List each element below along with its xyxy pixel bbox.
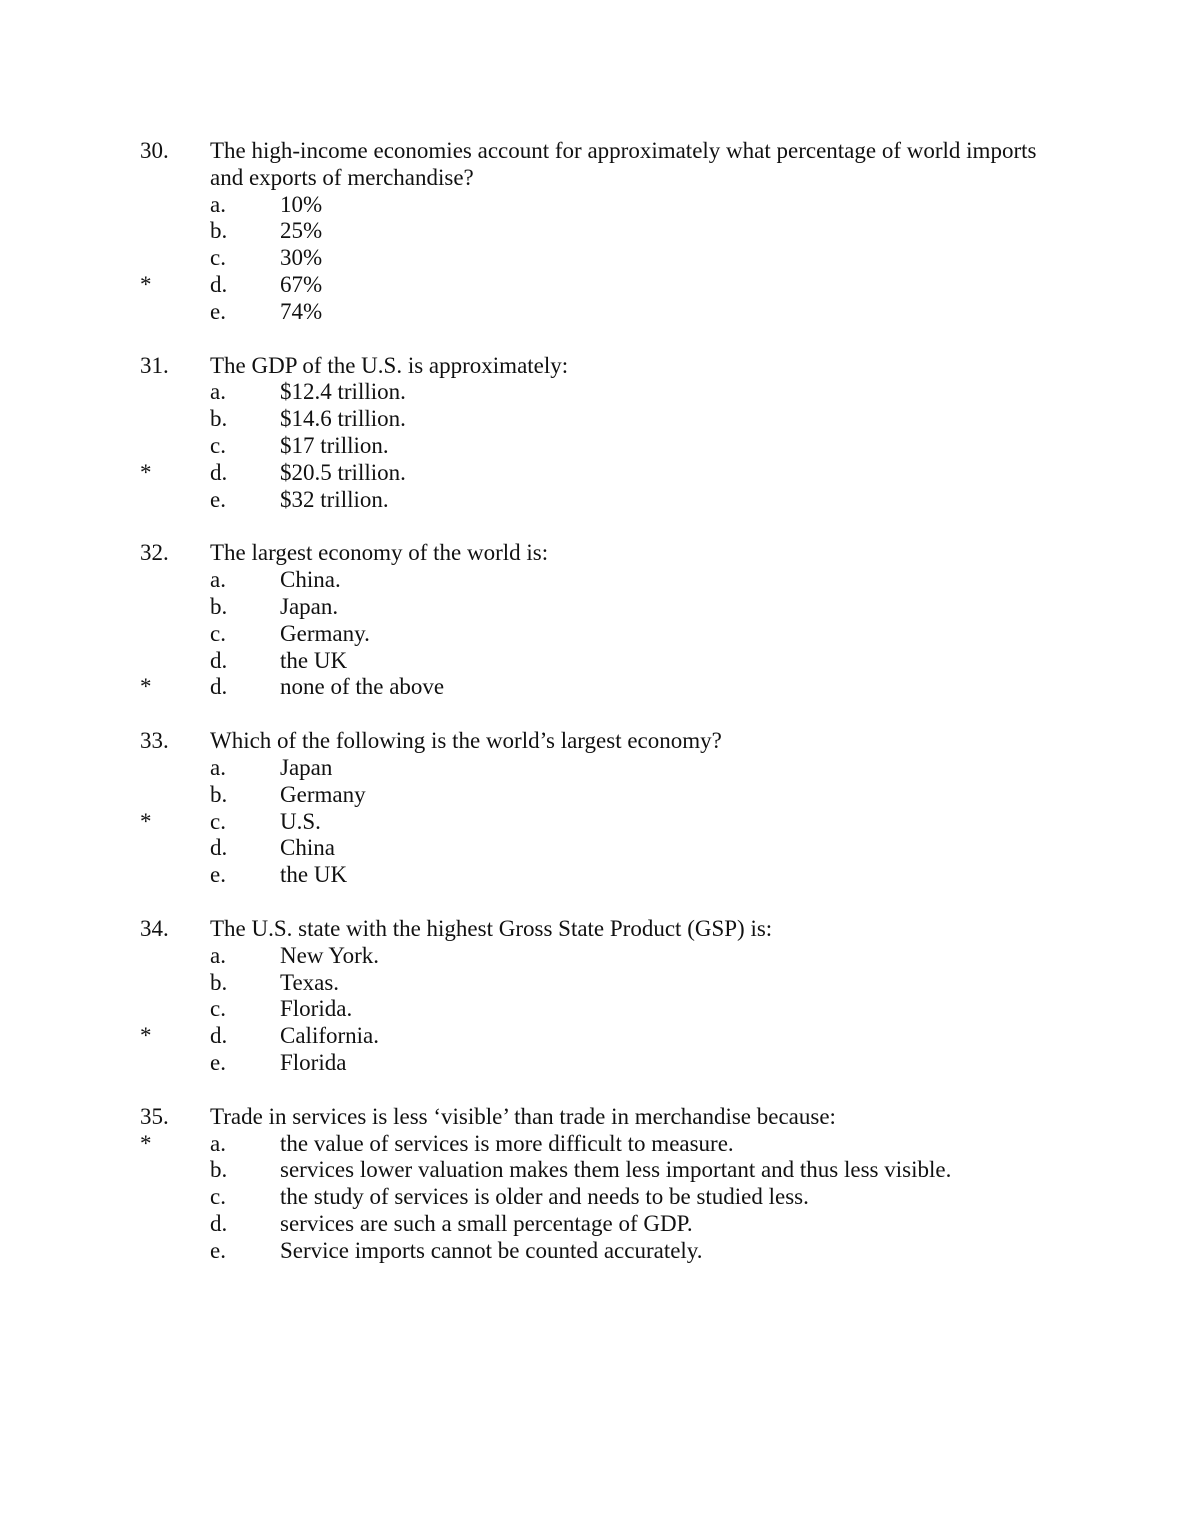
option-letter: c. [210, 620, 226, 646]
option-letter: c. [210, 245, 226, 271]
option-text: none of the above [280, 674, 445, 700]
option-letter: d. [210, 1023, 228, 1049]
option-text: California. [280, 1023, 379, 1049]
option-text: services are such a small percentage of GDP. [280, 1210, 693, 1236]
option-row [0, 809, 1190, 836]
option-row [0, 862, 1190, 889]
option-letter: d. [210, 835, 228, 861]
option-letter: b. [210, 218, 228, 244]
option-text: New York. [280, 942, 380, 968]
option-row [0, 192, 1190, 219]
option-text: U.S. [280, 808, 321, 834]
option-letter: e. [210, 862, 226, 888]
option-text: 10% [280, 191, 323, 217]
answer-marker: * [140, 1023, 152, 1049]
option-row [0, 1211, 1190, 1238]
question-page [0, 138, 1190, 1291]
option-letter: e. [210, 298, 226, 324]
answer-marker: * [140, 459, 152, 485]
question-number: 31. [140, 352, 169, 378]
option-text: $14.6 trillion. [280, 406, 406, 432]
option-letter: a. [210, 942, 226, 968]
question-number: 30. [140, 138, 169, 163]
question-header [0, 1104, 1190, 1131]
option-text: Florida. [280, 996, 353, 1022]
option-text: the UK [280, 647, 348, 673]
option-text: Japan [280, 754, 333, 780]
option-letter: a. [210, 1130, 226, 1156]
option-row [0, 272, 1190, 299]
option-letter: b. [210, 969, 228, 995]
option-letter: a. [210, 567, 226, 593]
option-row [0, 460, 1190, 487]
question-33 [0, 728, 1190, 889]
option-text: $17 trillion. [280, 432, 389, 458]
option-row [0, 755, 1190, 782]
option-text: 67% [280, 271, 323, 297]
option-letter: b. [210, 1157, 228, 1183]
option-row [0, 487, 1190, 514]
option-text: Texas. [280, 969, 340, 995]
option-text: the study of services is older and needs to be studied less. [280, 1184, 809, 1210]
option-letter: d. [210, 271, 228, 297]
option-row [0, 1131, 1190, 1158]
option-row [0, 594, 1190, 621]
option-text: the value of services is more difficult to measure. [280, 1130, 734, 1156]
question-number: 34. [140, 915, 169, 941]
question-number: 35. [140, 1103, 169, 1129]
option-text: $20.5 trillion. [280, 459, 406, 485]
option-row [0, 943, 1190, 970]
option-letter: a. [210, 191, 226, 217]
option-letter: c. [210, 1184, 226, 1210]
option-text: 74% [280, 298, 323, 324]
answer-marker: * [140, 674, 152, 700]
question-text: Which of the following is the world’s largest economy? [210, 728, 722, 754]
question-text: The U.S. state with the highest Gross State Product (GSP) is: [210, 915, 773, 941]
question-text: The GDP of the U.S. is approximately: [210, 352, 569, 378]
answer-marker: * [140, 271, 152, 297]
option-row [0, 218, 1190, 245]
option-row [0, 245, 1190, 272]
option-text: 25% [280, 218, 323, 244]
option-letter: b. [210, 593, 228, 619]
option-letter: d. [210, 1210, 228, 1236]
option-text: $12.4 trillion. [280, 379, 406, 405]
option-row [0, 1238, 1190, 1265]
option-text: China. [280, 567, 341, 593]
option-letter: c. [210, 996, 226, 1022]
option-row [0, 379, 1190, 406]
option-row [0, 674, 1190, 701]
option-letter: b. [210, 406, 228, 432]
option-letter: a. [210, 379, 226, 405]
question-number: 33. [140, 728, 169, 754]
option-letter: d. [210, 674, 228, 700]
option-letter: b. [210, 781, 228, 807]
question-header [0, 138, 1190, 192]
option-letter: e. [210, 1049, 226, 1075]
answer-marker: * [140, 1130, 152, 1156]
option-letter: d. [210, 647, 228, 673]
option-text: 30% [280, 245, 323, 271]
option-row [0, 1184, 1190, 1211]
option-row [0, 782, 1190, 809]
option-letter: c. [210, 808, 226, 834]
option-row [0, 648, 1190, 675]
option-letter: e. [210, 1237, 226, 1263]
question-35 [0, 1104, 1190, 1265]
option-letter: d. [210, 459, 228, 485]
question-text: Trade in services is less ‘visible’ than trade in merchandise because: [210, 1103, 836, 1129]
option-text: services lower valuation makes them less important and thus less visible. [280, 1157, 952, 1183]
option-row [0, 621, 1190, 648]
option-row [0, 996, 1190, 1023]
answer-marker: * [140, 808, 152, 834]
option-row [0, 970, 1190, 997]
option-row [0, 299, 1190, 326]
option-text: $32 trillion. [280, 486, 389, 512]
option-text: Japan. [280, 593, 339, 619]
option-row [0, 433, 1190, 460]
option-text: Service imports cannot be counted accurately. [280, 1237, 703, 1263]
question-text: The high-income economies account for approximately what percentage of world imports and exports of merchandise? [210, 138, 1037, 190]
question-header [0, 916, 1190, 943]
question-30 [0, 138, 1190, 326]
option-letter: e. [210, 486, 226, 512]
option-text: the UK [280, 862, 348, 888]
option-text: Germany [280, 781, 366, 807]
option-letter: a. [210, 754, 226, 780]
option-row [0, 1023, 1190, 1050]
option-row [0, 567, 1190, 594]
option-row [0, 406, 1190, 433]
question-34 [0, 916, 1190, 1077]
question-header [0, 728, 1190, 755]
option-letter: c. [210, 432, 226, 458]
question-31 [0, 353, 1190, 514]
option-text: Germany. [280, 620, 370, 646]
question-header [0, 540, 1190, 567]
option-row [0, 1157, 1190, 1184]
question-text: The largest economy of the world is: [210, 540, 549, 566]
option-row [0, 835, 1190, 862]
option-text: China [280, 835, 335, 861]
option-row [0, 1050, 1190, 1077]
option-text: Florida [280, 1049, 347, 1075]
question-32 [0, 540, 1190, 701]
question-header [0, 353, 1190, 380]
question-number: 32. [140, 540, 169, 566]
